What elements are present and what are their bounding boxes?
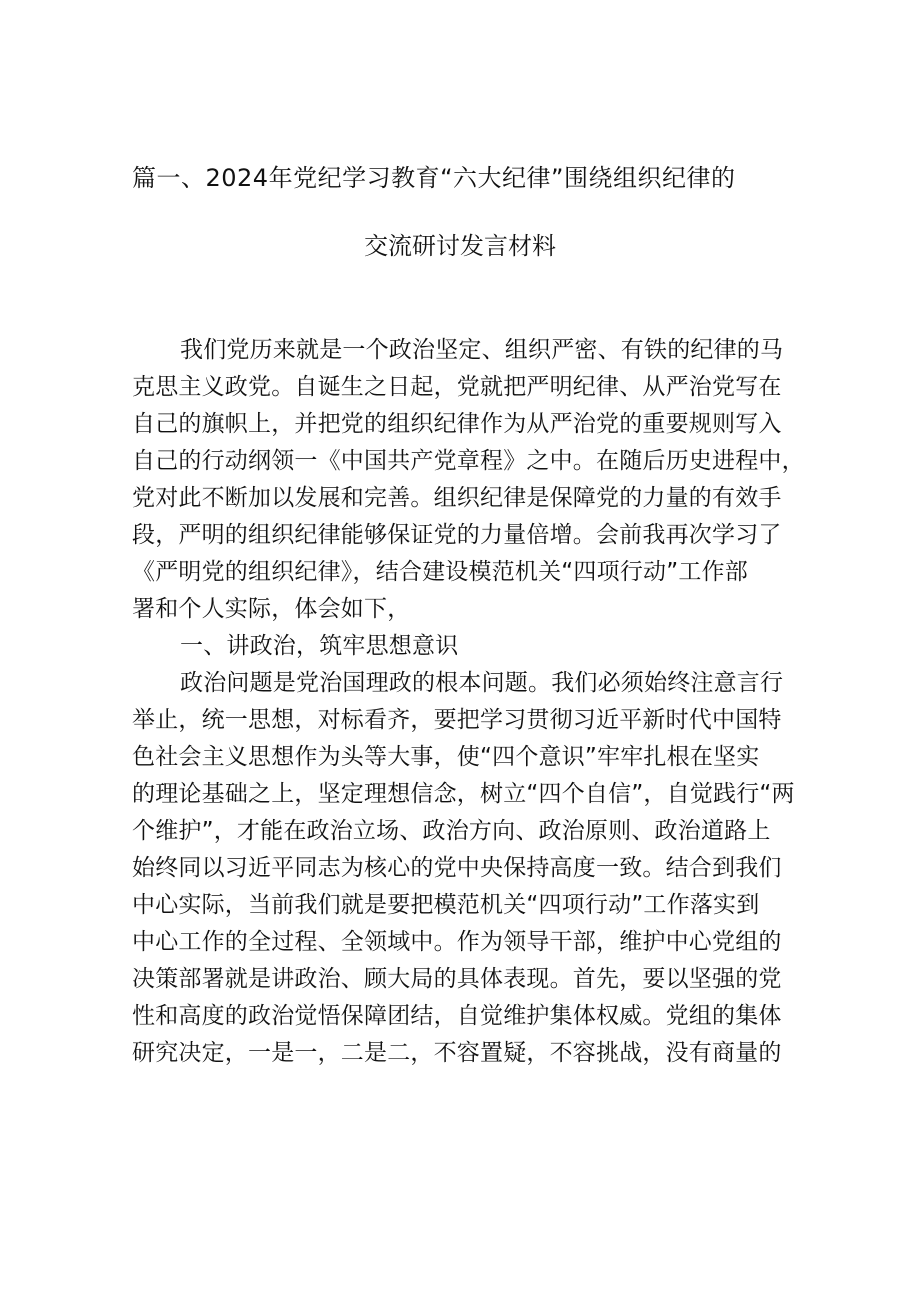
body-line: 中心实际，当前我们就是要把模范机关“四项行动”工作落实到 <box>132 892 760 918</box>
body-line: 克思主义政党。自诞生之日起，党就把严明纪律、从严治党写在 <box>132 374 782 400</box>
body-line: 党对此不断加以发展和完善。组织纪律是保障党的力量的有效手 <box>132 485 782 511</box>
body-line: 举止，统一思想，对标看齐，要把学习贯彻习近平新时代中国特 <box>132 707 782 733</box>
body-line: 研究决定，一是一，二是二，不容置疑，不容挑战，没有商量的 <box>132 1040 782 1066</box>
body-line: 自己的旗帜上，并把党的组织纪律作为从严治党的重要规则写入 <box>132 411 782 437</box>
body-line: 的理论基础之上，坚定理想信念，树立“四个自信”，自觉践行“两 <box>132 781 795 807</box>
body-line: 一、讲政治，筑牢思想意识 <box>180 633 459 659</box>
body-line: 自己的行动纲领一《中国共产党章程》之中。在随后历史进程中， <box>132 448 805 474</box>
document-title: 篇一、2024年党纪学习教育“六大纪律”围绕组织纪律的 <box>132 164 736 192</box>
body-line: 署和个人实际，体会如下， <box>132 596 411 622</box>
body-line: 我们党历来就是一个政治坚定、组织严密、有铁的纪律的马 <box>180 337 784 363</box>
body-line: 色社会主义思想作为头等大事，使“四个意识”牢牢扎根在坚实 <box>132 744 760 770</box>
body-line: 始终同以习近平同志为核心的党中央保持高度一致。结合到我们 <box>132 855 782 881</box>
body-line: 个维护”，才能在政治立场、政治方向、政治原则、政治道路上 <box>132 818 771 844</box>
document-subtitle: 交流研讨发言材料 <box>364 232 556 260</box>
body-line: 《严明党的组织纪律》，结合建设模范机关“四项行动”工作部 <box>132 559 748 585</box>
document-body <box>132 332 805 1072</box>
body-line: 段，严明的组织纪律能够保证党的力量倍增。会前我再次学习了 <box>132 522 782 548</box>
body-line: 决策部署就是讲政治、顾大局的具体表现。首先，要以坚强的党 <box>132 966 782 992</box>
body-line: 政治问题是党治国理政的根本问题。我们必须始终注意言行 <box>180 670 784 696</box>
body-line: 中心工作的全过程、全领域中。作为领导干部，维护中心党组的 <box>132 929 782 955</box>
body-line: 性和高度的政治觉悟保障团结，自觉维护集体权威。党组的集体 <box>132 1003 782 1029</box>
